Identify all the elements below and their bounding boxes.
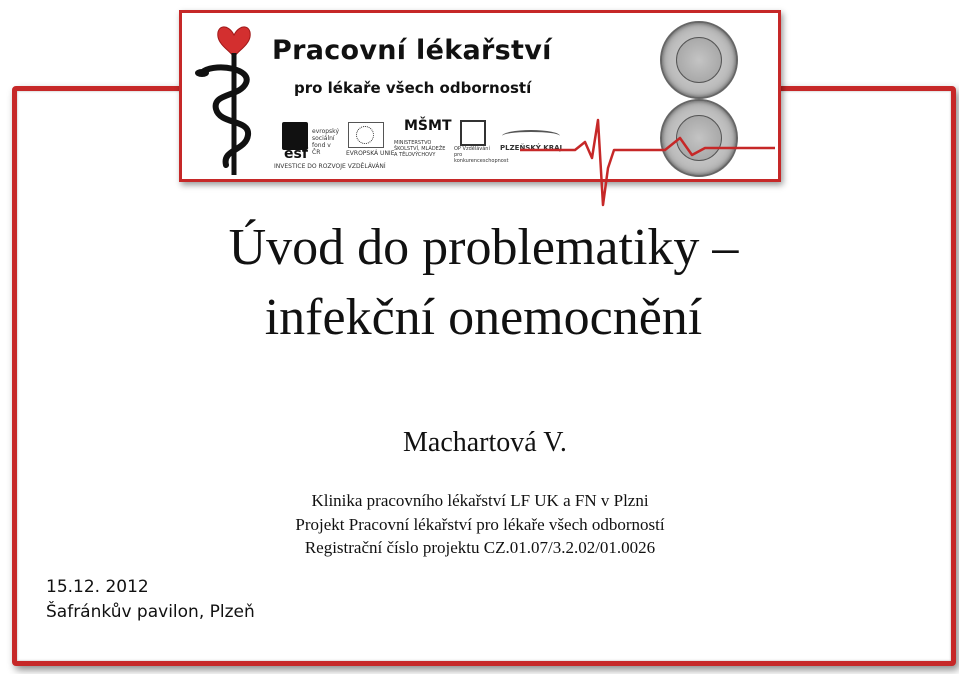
header-banner	[179, 10, 781, 182]
esf-logo: esf evropský sociální fond v ČR	[282, 118, 336, 164]
presentation-date: 15.12. 2012	[46, 577, 149, 597]
logo-tagline: INVESTICE DO ROZVOJE VZDĚLÁVÁNÍ	[274, 163, 386, 170]
caduceus-heart-icon	[182, 13, 272, 179]
banner-title: Pracovní lékařství	[272, 35, 552, 66]
author-name: Machartová V.	[403, 427, 567, 458]
presentation-place: Šafránkův pavilon, Plzeň	[46, 602, 255, 622]
charles-university-seal-icon	[660, 21, 738, 99]
registration-line: Registrační číslo projektu CZ.01.07/3.2.02/01.0026	[304, 538, 656, 557]
banner-subtitle: pro lékaře všech odborností	[294, 79, 532, 97]
plzensky-kraj-logo: PLZEŇSKÝ KRAJ	[500, 118, 562, 164]
eu-flag-logo: EVROPSKÁ UNIE	[344, 118, 388, 164]
project-line: Projekt Pracovní lékařství pro lékaře všech odborností	[295, 515, 665, 534]
slide-title-line-1: Úvod do problematiky –	[228, 219, 739, 276]
slide-title-line-2: infekční onemocnění	[264, 289, 703, 346]
faculty-medical-seal-icon	[660, 99, 738, 177]
op-logo: OP Vzdělávání pro konkurenceschopnost	[454, 118, 494, 164]
institution-line: Klinika pracovního lékařství LF UK a FN v Plzni	[311, 491, 649, 510]
msmt-logo: MŠMT MINISTERSTVO ŠKOLSTVÍ, MLÁDEŽE A TĚLOVÝCHOVY	[394, 118, 452, 158]
